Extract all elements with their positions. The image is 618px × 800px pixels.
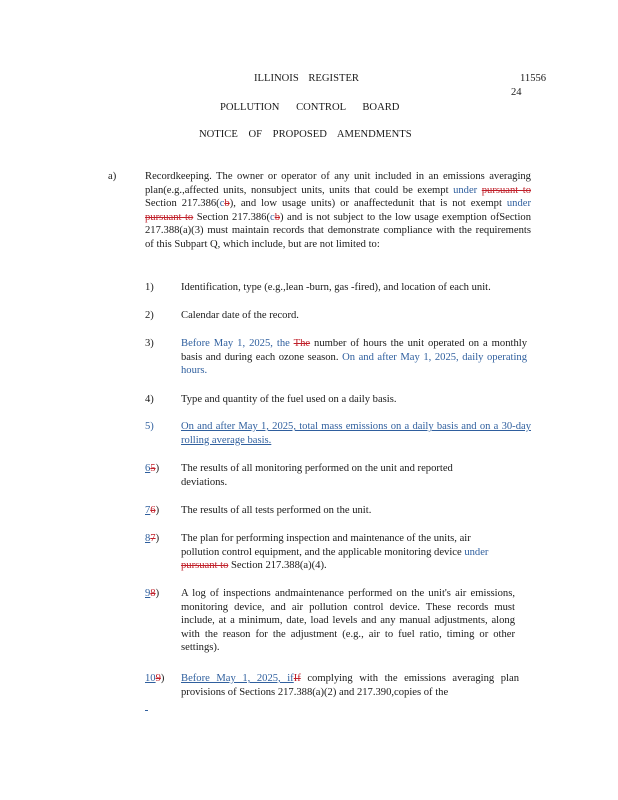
list-item: The results of all tests performed on the unit. xyxy=(181,505,372,516)
list-item: On and after May 1, 2025, total mass emissions on a daily basis and on a 30-day rolling average basis. xyxy=(181,421,531,446)
notice-title: NOTICE OF PROPOSED AMENDMENTS xyxy=(199,129,412,140)
deleted-text: pursuant to xyxy=(145,211,194,223)
item-number: 98) xyxy=(145,588,160,599)
list-item: Calendar date of the record. xyxy=(181,310,299,321)
board-title: POLLUTION CONTROL BOARD xyxy=(220,102,400,113)
list-item: Before May 1, 2025, the The number of hours the unit operated on a monthly basis and during each ozone season. On and after May 1, 2025, daily operating hours. xyxy=(181,338,527,377)
inserted-text: Before May 1, 2025, if xyxy=(181,673,294,684)
list-item: A log of inspections andmaintenance performed on the unit's air emissions, monitoring device, and air pollution control device. These records must include, at a minimum, date, load levels and any manual adjustments, along with the reason for the adjustment (e.g., air to fuel ratio, timing or other settings). xyxy=(181,588,515,654)
register-title: ILLINOIS REGISTER xyxy=(254,73,359,84)
deleted-text: pursuant to xyxy=(481,184,532,196)
section-title: Recordkeeping. xyxy=(145,171,212,182)
deleted-text: pursuant to xyxy=(181,560,229,572)
inserted-text: On and after May 1, 2025, daily operating hours. xyxy=(181,351,527,377)
list-item: Type and quantity of the fuel used on a daily basis. xyxy=(181,394,397,405)
section-label: a) xyxy=(108,171,117,182)
item-number: 76) xyxy=(145,505,160,516)
deleted-text: The xyxy=(293,338,311,349)
section-a-paragraph: Recordkeeping. The owner or operator of any unit included in an emissions averaging plan(e.g.,affected units, nonsubject units, units that could be exempt under pursuant to Section 217.386(cb), and low usage units) or anaffectedunit that is not exempt under pursuant to Section 217.386(cb) and is not subject to the low usage exemption ofSection 217.388(a)(3) must maintain records that demonstrate compliance with the requirements of this Subpart Q, which include, but are not limited to: xyxy=(145,171,532,250)
inserted-text: Before May 1, 2025, the xyxy=(181,338,290,349)
item-number: 65) xyxy=(145,463,160,474)
list-item: The results of all monitoring performed on the unit and reported deviations. xyxy=(181,463,453,488)
list-item: Identification, type (e.g.,lean -burn, gas -fired), and location of each unit. xyxy=(181,282,491,293)
item-number: 2) xyxy=(145,310,154,321)
deleted-text: If xyxy=(293,673,301,684)
item-number: 4) xyxy=(145,394,154,405)
inserted-text: under xyxy=(506,198,531,210)
item-number: 109) xyxy=(145,673,165,684)
revision-mark xyxy=(145,710,148,711)
inserted-text: c xyxy=(219,198,225,210)
item-number: 87) xyxy=(145,533,160,544)
inserted-text: under xyxy=(464,546,489,558)
deleted-text: b xyxy=(224,198,230,210)
list-item: Before May 1, 2025, ifIf complying with the emissions averaging plan provisions of Sections 217.388(a)(2) and 217.390,copies of the xyxy=(181,673,519,698)
page-sub-number: 24 xyxy=(511,87,522,98)
item-number: 3) xyxy=(145,338,154,349)
item-number: 1) xyxy=(145,282,154,293)
inserted-text: under xyxy=(453,184,478,196)
deleted-text: b xyxy=(274,211,280,223)
page-number: 11556 xyxy=(520,73,547,84)
inserted-text: c xyxy=(270,211,275,223)
item-number: 5) xyxy=(145,421,154,432)
list-item: The plan for performing inspection and maintenance of the units, air pollution control equipment, and the applicable monitoring device under pursuant to Section 217.388(a)(4). xyxy=(181,533,489,572)
